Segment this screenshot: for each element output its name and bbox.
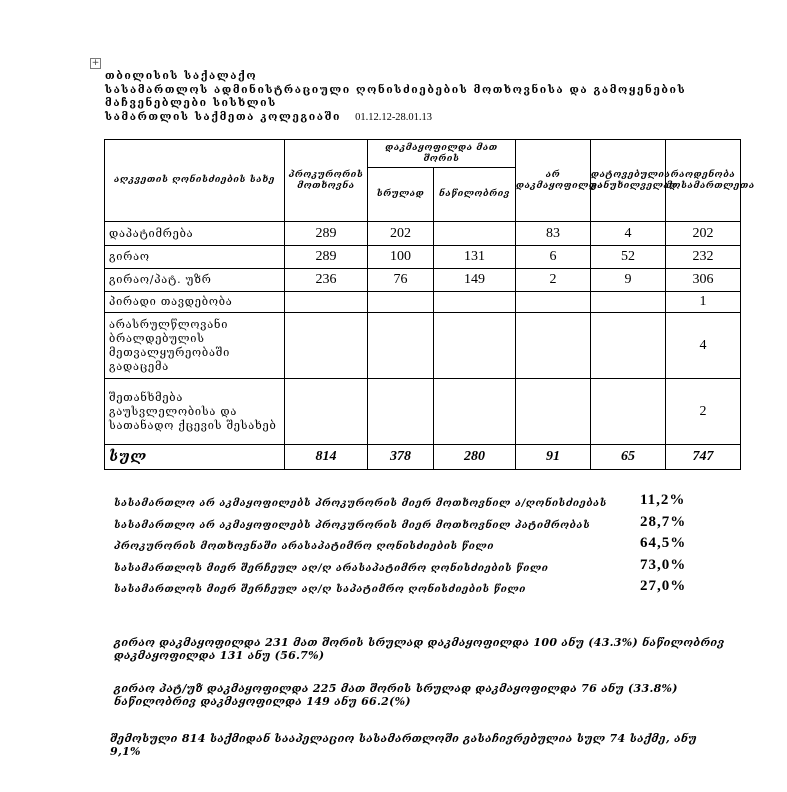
cell-not-satisfied: 2: [516, 269, 591, 292]
heading-line-2: სასამართლოს ადმინისტრაციული ღონისძიებების მოთხოვნისა და გამოყენების მაჩვენებლები სისხლის: [105, 83, 687, 109]
header-full: სრულად: [368, 168, 434, 222]
stat-value: 73,0%: [640, 556, 687, 573]
cell-left-unreviewed: 52: [591, 246, 666, 269]
cell-full: 76: [368, 269, 434, 292]
cell-partial: [434, 222, 516, 246]
stat-value: 64,5%: [640, 535, 687, 551]
cell-partial: [434, 313, 516, 379]
stat-row: [114, 557, 734, 579]
header-left-unreviewed: დატოვებულია განუხილველად: [591, 140, 666, 222]
row-label: დაპატიმრება: [105, 222, 285, 246]
table-row: [105, 246, 741, 269]
cell-left-unreviewed: 9: [591, 269, 666, 292]
cell-not-satisfied: [516, 292, 591, 313]
cell-prosecutor: 289: [285, 222, 368, 246]
cell-left-unreviewed: [591, 292, 666, 313]
cell-court-count: 2: [666, 379, 741, 445]
cell-partial: [434, 379, 516, 445]
cell-partial: 131: [434, 246, 516, 269]
stat-label: სასამართლოს მიერ შერჩეულ აღ/ღ საპატიმრო ღონისძიების წილი: [114, 584, 527, 595]
row-label: არასრულწლოვანი ბრალდებულის მეთვალყურეობაში გადაცემა: [105, 313, 285, 379]
cell-prosecutor: [285, 379, 368, 445]
cell-left-unreviewed: [591, 313, 666, 379]
measures-table: [104, 139, 755, 470]
cell-left-unreviewed: [591, 379, 666, 445]
heading-line-3: [105, 111, 765, 125]
stat-value: 28,7%: [640, 513, 687, 530]
cell-not-satisfied: 6: [516, 246, 591, 269]
stat-value: 11,2%: [640, 492, 686, 508]
cell-not-satisfied: 83: [516, 222, 591, 246]
row-label: გირაო: [105, 246, 285, 269]
total-full: 378: [368, 445, 434, 470]
cell-full: [368, 313, 434, 379]
cell-full: 100: [368, 246, 434, 269]
header-prosecutor-request: პროკურორის მოთხოვნა: [285, 140, 368, 222]
cell-prosecutor: [285, 292, 368, 313]
heading-line-3-text: სამართლის საქმეთა კოლეგიაში: [105, 110, 342, 123]
header-satisfied-group: დაკმაყოფილდა მათ შორის: [368, 140, 516, 168]
header-partial: ნაწილობრივ: [434, 168, 516, 222]
cell-court-count: 202: [666, 222, 741, 246]
stat-row: [114, 535, 734, 557]
stat-label: სასამართლო არ აკმაყოფილებს პროკურორის მიერ მოთხოვნილ პატიმრობას: [114, 519, 591, 531]
bail-summary: გირაო დაკმაყოფილდა 231 მათ შორის სრულად დაკმაყოფილდა 100 ანუ (43.3%) ნაწილობრივ დაკმაყოფილდა 131 ანუ (56.7%): [114, 636, 725, 662]
heading-line-1: თბილისის საქალაქო: [105, 70, 258, 82]
stat-value: 27,0%: [640, 578, 687, 594]
cell-full: [368, 379, 434, 445]
table-row: [105, 313, 741, 379]
cell-prosecutor: 236: [285, 269, 368, 292]
table-row: [105, 222, 741, 246]
stat-row: [114, 514, 734, 536]
total-prosecutor: 814: [285, 445, 368, 470]
date-range: 01.12.12-28.01.13: [355, 111, 433, 123]
stat-row: [114, 492, 734, 514]
cell-left-unreviewed: 4: [591, 222, 666, 246]
cell-not-satisfied: [516, 379, 591, 445]
document-heading: [105, 70, 765, 124]
row-label: გირაო/პატ. უზრ: [105, 269, 285, 292]
total-label: სულ: [105, 445, 285, 470]
total-partial: 280: [434, 445, 516, 470]
table-row: [105, 379, 741, 445]
table-move-handle[interactable]: +: [91, 58, 100, 68]
total-left-unreviewed: 65: [591, 445, 666, 470]
row-label: შეთანხმება გაუსვლელობისა და სათანადო ქცევის შესახებ: [105, 379, 285, 445]
stat-label: სასამართლოს მიერ შერჩეულ აღ/ღ არასაპატიმრო ღონისძიების წილი: [114, 562, 549, 574]
bail-detention-summary: გირაო პატ/უზ დაკმაყოფილდა 225 მათ შორის სრულად დაკმაყოფილდა 76 ანუ (33.8%) ნაწილობრივ დაკმაყოფილდა 149 ანუ 66.2(%): [114, 682, 678, 708]
appeal-summary: შემოსული 814 საქმიდან სააპელაციო სასამართლოში გასაჩივრებულია სულ 74 საქმე, ანუ 9,1%: [110, 732, 697, 758]
cell-prosecutor: [285, 313, 368, 379]
table-row: [105, 292, 741, 313]
cell-not-satisfied: [516, 313, 591, 379]
header-not-satisfied: არ დაკმაყოფილდა: [516, 140, 591, 222]
cell-partial: 149: [434, 269, 516, 292]
header-court-count: რაოდენობა მოსამართლეთა: [666, 140, 741, 222]
table-row: [105, 269, 741, 292]
cell-prosecutor: 289: [285, 246, 368, 269]
total-not-satisfied: 91: [516, 445, 591, 470]
stat-label: სასამართლო არ აკმაყოფილებს პროკურორის მიერ მოთხოვნილ ა/ღონისძიებას: [114, 498, 607, 509]
cell-partial: [434, 292, 516, 313]
total-row: [105, 445, 741, 470]
cell-court-count: 1: [666, 292, 741, 313]
table-header-row: [105, 140, 741, 168]
total-court-count: 747: [666, 445, 741, 470]
cell-court-count: 4: [666, 313, 741, 379]
stat-label: პროკურორის მოთხოვნაში არასაპატიმრო ღონისძიების წილი: [114, 541, 495, 552]
cell-full: [368, 292, 434, 313]
row-label: პირადი თავდებობა: [105, 292, 285, 313]
cell-full: 202: [368, 222, 434, 246]
stat-row: [114, 578, 734, 600]
header-measure-type: აღკვეთის ღონისძიების სახე: [105, 140, 285, 222]
statistics-list: [114, 492, 734, 600]
cell-court-count: 306: [666, 269, 741, 292]
cell-court-count: 232: [666, 246, 741, 269]
